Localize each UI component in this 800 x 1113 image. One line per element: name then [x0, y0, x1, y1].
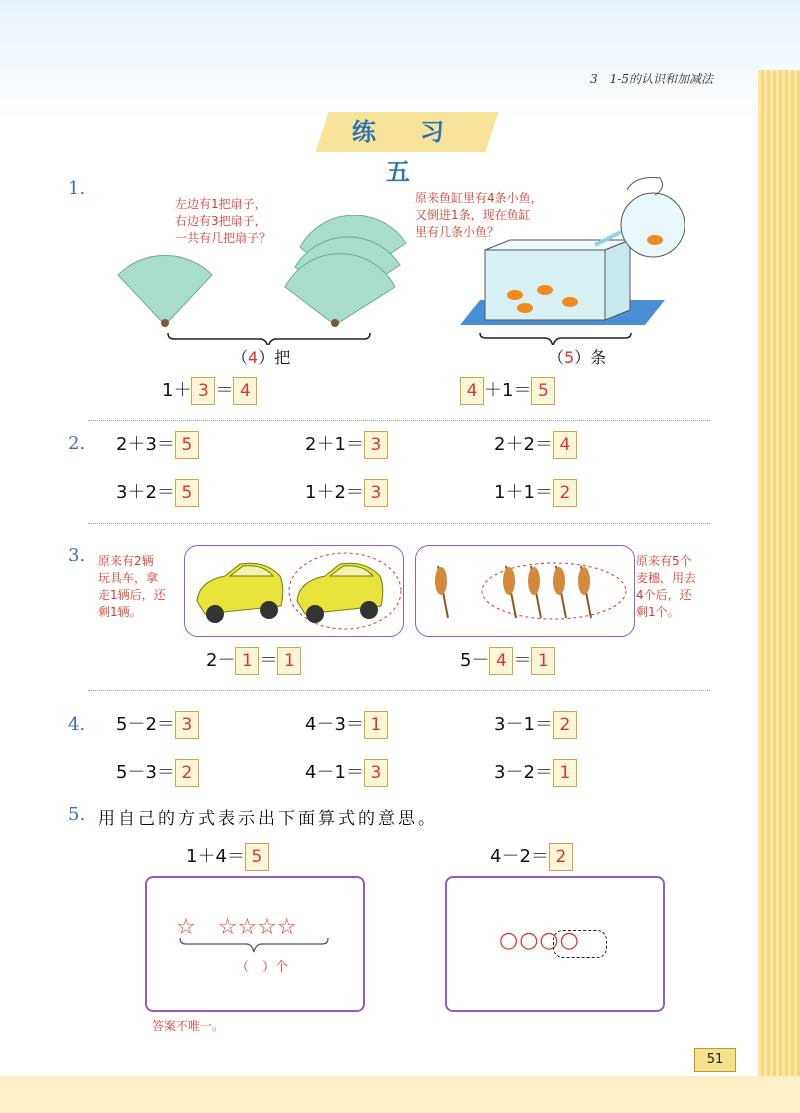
answer-note: 答案不唯一。: [152, 1019, 225, 1033]
q5-instruction: 用自己的方式表示出下面算式的意思。: [98, 809, 438, 829]
answer-box: 5: [531, 377, 555, 405]
answer-value: 5: [564, 348, 575, 367]
answer-box: 4: [489, 647, 513, 675]
fish-icon: [562, 297, 578, 307]
q3-left-equation: [206, 646, 301, 675]
answer-box: 1: [235, 647, 259, 675]
answer-box: 2: [553, 479, 577, 507]
q1-left-answer: [232, 345, 290, 368]
water-jug: [621, 193, 685, 257]
note-line: 走1辆后，还: [98, 588, 166, 602]
wheat-icon: [435, 566, 448, 618]
note-line: 里有几条小鱼？: [415, 225, 500, 239]
expression: 3＋2＝: [116, 482, 175, 503]
note-line: 右边有3把扇子，: [175, 214, 267, 228]
equals: ＝: [259, 650, 278, 671]
answer-box: 1: [531, 647, 555, 675]
q3-right-note: [636, 553, 696, 621]
note-line: 剩1辆。: [98, 605, 142, 619]
answer-box: 5: [175, 479, 199, 507]
chapter-header: 3 1-5的认识和加减法: [590, 72, 713, 86]
fish-icon: [647, 235, 663, 245]
expression: 1＋4＝: [186, 846, 245, 867]
note-line: 又倒进1条，现在鱼缸: [415, 208, 531, 222]
fish-icon: [517, 303, 533, 313]
page-number: 51: [694, 1048, 736, 1072]
brace: [168, 333, 370, 345]
fish-icon: [507, 290, 523, 300]
answer-box: 3: [364, 479, 388, 507]
q4-item: [116, 758, 199, 787]
question-5-number: 5.: [68, 804, 86, 825]
equals: ＝: [215, 380, 234, 401]
fan-icon: [118, 255, 212, 327]
wheat-picture: [415, 545, 635, 637]
q2-item: [494, 430, 577, 459]
answer-box: 3: [191, 377, 215, 405]
question-3-number: 3.: [68, 545, 86, 566]
q1-left-equation: [162, 376, 257, 405]
note-line: 麦穗，用去: [636, 571, 697, 585]
paren-open: （: [232, 348, 249, 367]
expression: 2＋1＝: [305, 434, 364, 455]
answer-box: 3: [364, 431, 388, 459]
q5-right-equation: [490, 842, 573, 871]
q3-right-equation: [460, 646, 555, 675]
wheat-icon: [528, 566, 541, 618]
brace: [480, 333, 631, 345]
note-line: 一共有几把扇子？: [175, 231, 272, 245]
answer-box: 1: [553, 759, 577, 787]
operand: 2－: [206, 650, 236, 671]
wheat-icon: [578, 566, 591, 618]
answer-box: 2: [553, 711, 577, 739]
answer-value: 4: [248, 348, 259, 367]
answer-box: 4: [553, 431, 577, 459]
note-line: 原来有2辆: [98, 554, 154, 568]
q1-right-answer: [548, 345, 606, 368]
question-2-number: 2.: [68, 433, 86, 454]
fish-icon: [537, 285, 553, 295]
answer-box: 4: [460, 377, 484, 405]
bracket-label: （ ）个: [236, 960, 289, 975]
divider: [88, 420, 710, 421]
note-line: 原来鱼缸里有4条小鱼，: [415, 191, 543, 205]
answer-box: 5: [245, 843, 269, 871]
cars-svg: [185, 546, 403, 636]
q5-left-equation: [186, 842, 269, 871]
dashed-group: [553, 930, 607, 958]
operand: 1＋: [162, 380, 192, 401]
paren-open: （: [548, 348, 565, 367]
answer-box: 3: [175, 711, 199, 739]
q4-item: [494, 758, 577, 787]
expression: 2＋2＝: [494, 434, 553, 455]
car-icon: [297, 563, 383, 623]
note-line: 左边有1把扇子，: [175, 197, 267, 211]
wheat-icon: [503, 566, 516, 618]
q4-item: [305, 758, 388, 787]
question-1-number: 1.: [68, 178, 86, 199]
q2-item: [116, 478, 199, 507]
answer-box: 3: [364, 759, 388, 787]
q4-item: [305, 710, 388, 739]
wheat-svg: [416, 546, 634, 636]
expression: 3－1＝: [494, 714, 553, 735]
page-edge-bottom: [0, 1076, 800, 1113]
page-title: 练 习 五: [351, 117, 463, 186]
q2-item: [305, 478, 388, 507]
expression: 5－3＝: [116, 762, 175, 783]
divider: [88, 523, 710, 524]
operand: 5－: [460, 650, 490, 671]
expression: 1＋2＝: [305, 482, 364, 503]
q2-item: [116, 430, 199, 459]
answer-box: 4: [233, 377, 257, 405]
star-icons: ☆ ☆☆☆☆: [176, 915, 297, 940]
expression: 2＋3＝: [116, 434, 175, 455]
note-line: 剩1个。: [636, 605, 680, 619]
note-line: 4个后，还: [636, 588, 692, 602]
paren-close: ）把: [258, 348, 291, 367]
operator: ＋1＝: [484, 380, 532, 401]
q1-right-equation: [460, 376, 555, 405]
expression: 4－3＝: [305, 714, 364, 735]
answer-box: 1: [364, 711, 388, 739]
cars-picture: [184, 545, 404, 637]
bracket: [176, 936, 336, 956]
fans-illustration: [110, 215, 420, 345]
q3-left-note: [98, 553, 166, 621]
question-4-number: 4.: [68, 714, 86, 735]
answer-box: 1: [277, 647, 301, 675]
equals: ＝: [513, 650, 532, 671]
answer-box: 2: [549, 843, 573, 871]
q4-item: [494, 710, 577, 739]
expression: 5－2＝: [116, 714, 175, 735]
note-line: 玩具车，拿: [98, 571, 159, 585]
note-line: 原来有5个: [636, 554, 692, 568]
expression: 1＋1＝: [494, 482, 553, 503]
expression: 4－1＝: [305, 762, 364, 783]
q2-item: [494, 478, 577, 507]
page-edge-right: [758, 70, 800, 1113]
answer-box: 5: [175, 431, 199, 459]
fish-tank-illustration: [455, 170, 685, 345]
q2-item: [305, 430, 388, 459]
expression: 3－2＝: [494, 762, 553, 783]
top-background: [0, 0, 800, 120]
paren-close: ）条: [574, 348, 607, 367]
divider: [88, 690, 710, 691]
answer-box: 2: [175, 759, 199, 787]
expression: 4－2＝: [490, 846, 549, 867]
dashed-circle: [482, 563, 626, 619]
car-icon: [197, 563, 283, 623]
q4-item: [116, 710, 199, 739]
circle-icons: ○○○○: [499, 928, 580, 953]
wheat-icon: [553, 566, 566, 618]
